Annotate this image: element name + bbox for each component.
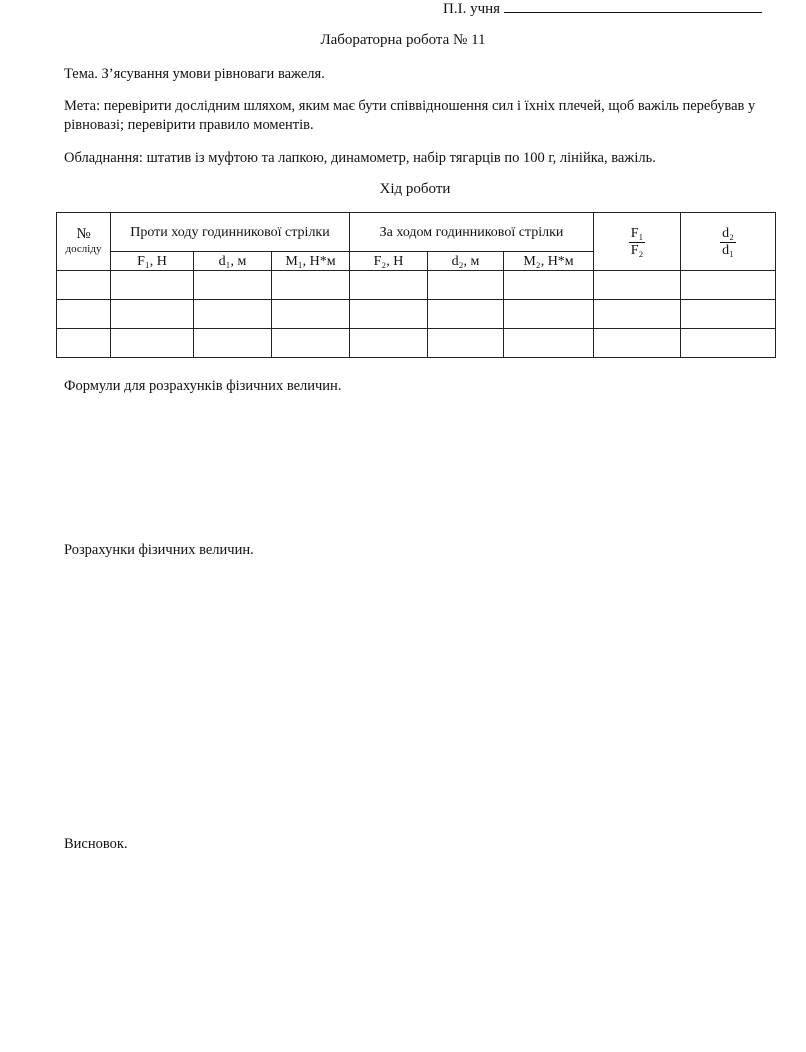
table-cell[interactable] bbox=[681, 271, 776, 300]
table-cell[interactable] bbox=[504, 329, 594, 358]
table-row bbox=[57, 271, 776, 300]
table-row bbox=[57, 300, 776, 329]
number-symbol: № bbox=[76, 225, 91, 242]
subheader-f1: F₁, Н bbox=[111, 252, 194, 271]
table-cell[interactable] bbox=[594, 271, 681, 300]
table-cell[interactable] bbox=[350, 329, 428, 358]
page-title: Лабораторна робота № 11 bbox=[320, 32, 486, 48]
experiment-number-header bbox=[57, 213, 111, 271]
table-cell[interactable] bbox=[681, 329, 776, 358]
table-cell[interactable] bbox=[350, 271, 428, 300]
table-cell[interactable] bbox=[504, 271, 594, 300]
force-ratio-header bbox=[594, 213, 681, 271]
table-cell[interactable] bbox=[272, 271, 350, 300]
student-name-label: П.І. учня bbox=[443, 1, 501, 17]
subheader-d2: d₂, м bbox=[428, 252, 504, 271]
table-cell[interactable] bbox=[57, 271, 111, 300]
arm-ratio-numerator: d₂ bbox=[722, 225, 734, 241]
table-cell[interactable] bbox=[111, 329, 194, 358]
counterclockwise-header: Проти ходу годинникової стрілки bbox=[111, 213, 350, 252]
equipment-text: Обладнання: штатив із муфтою та лапкою, динамометр, набір тягарців по 100 г, лінійка, важіль. bbox=[64, 150, 656, 166]
table-cell[interactable] bbox=[350, 300, 428, 329]
table-cell[interactable] bbox=[57, 300, 111, 329]
table-cell[interactable] bbox=[272, 329, 350, 358]
subheader-f2: F₂, Н bbox=[350, 252, 428, 271]
table-cell[interactable] bbox=[194, 300, 272, 329]
table-cell[interactable] bbox=[428, 329, 504, 358]
subheader-d1: d₁, м bbox=[194, 252, 272, 271]
arm-ratio-denominator: d₁ bbox=[722, 242, 734, 258]
table-cell[interactable] bbox=[194, 329, 272, 358]
progress-heading: Хід роботи bbox=[379, 181, 451, 197]
table-cell[interactable] bbox=[681, 300, 776, 329]
table-cell[interactable] bbox=[272, 300, 350, 329]
table-cell[interactable] bbox=[194, 271, 272, 300]
arm-ratio-header bbox=[681, 213, 776, 271]
table-cell[interactable] bbox=[428, 271, 504, 300]
subheader-m2: M₂, Н*м bbox=[504, 252, 594, 271]
force-ratio-numerator: F₁ bbox=[630, 225, 644, 241]
formulas-label: Формули для розрахунків фізичних величин. bbox=[64, 378, 342, 394]
results-table bbox=[56, 212, 776, 358]
student-name-blank[interactable] bbox=[504, 0, 762, 13]
topic-text: Тема. З’ясування умови рівноваги важеля. bbox=[64, 66, 325, 82]
table-cell[interactable] bbox=[428, 300, 504, 329]
table-row bbox=[57, 329, 776, 358]
table-cell[interactable] bbox=[594, 300, 681, 329]
table-cell[interactable] bbox=[504, 300, 594, 329]
subheader-m1: M₁, Н*м bbox=[272, 252, 350, 271]
clockwise-header: За ходом годинникової стрілки bbox=[350, 213, 594, 252]
table-cell[interactable] bbox=[57, 329, 111, 358]
force-ratio-denominator: F₂ bbox=[630, 242, 644, 258]
table-cell[interactable] bbox=[594, 329, 681, 358]
conclusion-label: Висновок. bbox=[64, 836, 128, 852]
calculations-label: Розрахунки фізичних величин. bbox=[64, 542, 254, 558]
experiment-label: досліду bbox=[65, 242, 102, 255]
table-cell[interactable] bbox=[111, 300, 194, 329]
goal-text: Мета: перевірити дослідним шляхом, яким має бути співвідношення сил і їхніх плечей, щоб важіль перебував у рівновазі; перевірити правило моментів. bbox=[64, 98, 756, 133]
table-cell[interactable] bbox=[111, 271, 194, 300]
student-name-line bbox=[443, 0, 762, 18]
